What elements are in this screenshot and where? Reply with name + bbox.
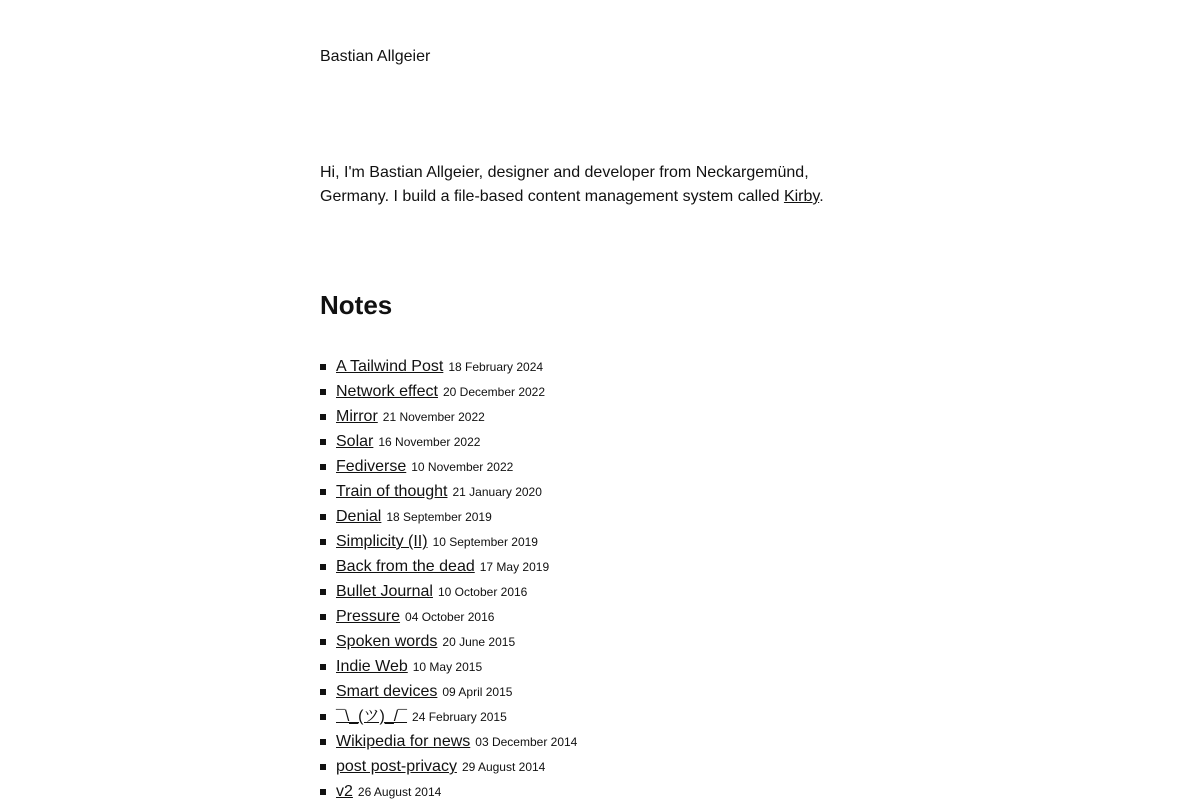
- kirby-link[interactable]: Kirby: [783, 188, 820, 205]
- note-list-item: [320, 504, 577, 529]
- note-link[interactable]: Back from the dead: [336, 558, 475, 575]
- note-list-item: [320, 479, 577, 504]
- bullet-icon: [320, 714, 326, 720]
- note-list-item: [320, 629, 577, 654]
- note-link[interactable]: Simplicity (II): [336, 533, 428, 550]
- bullet-icon: [320, 614, 326, 620]
- note-list-item: [320, 454, 577, 479]
- note-list-item: [320, 354, 577, 379]
- note-link[interactable]: A Tailwind Post: [336, 358, 444, 375]
- note-date: 09 April 2015: [442, 685, 513, 699]
- note-list-item: [320, 679, 577, 704]
- note-date: 03 December 2014: [475, 735, 578, 749]
- note-list-item: [320, 579, 577, 604]
- note-link[interactable]: v2: [336, 783, 353, 800]
- note-list-item: [320, 554, 577, 579]
- note-link[interactable]: Fediverse: [336, 458, 407, 475]
- note-link[interactable]: Bullet Journal: [336, 583, 433, 600]
- note-link[interactable]: Spoken words: [336, 633, 438, 650]
- note-list-item: [320, 379, 577, 404]
- notes-heading: Notes: [320, 290, 393, 320]
- note-date: 10 September 2019: [432, 535, 538, 549]
- note-list-item: [320, 654, 577, 679]
- bullet-icon: [320, 514, 326, 520]
- intro-text: Hi, I'm Bastian Allgeier, designer and developer from Neckargemünd, Germany. I build a file-based content management system called: [320, 164, 809, 205]
- note-date: 21 November 2022: [382, 410, 485, 424]
- note-date: 29 August 2014: [461, 760, 546, 774]
- bullet-icon: [320, 639, 326, 645]
- note-link[interactable]: post post-privacy: [336, 758, 457, 775]
- note-date: 21 January 2020: [452, 485, 542, 499]
- bullet-icon: [320, 389, 326, 395]
- bullet-icon: [320, 589, 326, 595]
- note-list-item: [320, 779, 577, 800]
- bullet-icon: [320, 664, 326, 670]
- note-list-item: [320, 604, 577, 629]
- note-date: 04 October 2016: [405, 610, 495, 624]
- note-list-item: [320, 404, 577, 429]
- note-date: 18 February 2024: [448, 360, 544, 374]
- note-date: 18 September 2019: [386, 510, 492, 524]
- note-link[interactable]: Indie Web: [336, 658, 408, 675]
- bullet-icon: [320, 364, 326, 370]
- note-list-item: [320, 704, 577, 729]
- note-date: 10 May 2015: [412, 660, 483, 674]
- bullet-icon: [320, 564, 326, 570]
- bullet-icon: [320, 439, 326, 445]
- note-link[interactable]: ¯\_(ツ)_/¯: [336, 708, 408, 725]
- note-link[interactable]: Solar: [336, 433, 374, 450]
- note-link[interactable]: Network effect: [336, 383, 438, 400]
- note-link[interactable]: Denial: [336, 508, 382, 525]
- bullet-icon: [320, 414, 326, 420]
- bullet-icon: [320, 489, 326, 495]
- note-list-item: [320, 729, 577, 754]
- note-date: 26 August 2014: [357, 785, 442, 799]
- note-link[interactable]: Smart devices: [336, 683, 438, 700]
- intro-paragraph: [320, 161, 860, 209]
- notes-list: [320, 354, 577, 800]
- bullet-icon: [320, 739, 326, 745]
- note-date: 10 November 2022: [411, 460, 514, 474]
- bullet-icon: [320, 689, 326, 695]
- note-link[interactable]: Pressure: [336, 608, 401, 625]
- note-link[interactable]: Wikipedia for news: [336, 733, 471, 750]
- site-name: Bastian Allgeier: [320, 48, 431, 65]
- note-date: 24 February 2015: [412, 710, 507, 724]
- note-date: 16 November 2022: [378, 435, 481, 449]
- note-date: 17 May 2019: [479, 560, 550, 574]
- note-link[interactable]: Train of thought: [336, 483, 448, 500]
- intro-text-end: .: [819, 188, 824, 205]
- bullet-icon: [320, 789, 326, 795]
- bullet-icon: [320, 464, 326, 470]
- note-date: 20 June 2015: [442, 635, 516, 649]
- bullet-icon: [320, 764, 326, 770]
- note-list-item: [320, 529, 577, 554]
- note-list-item: [320, 754, 577, 779]
- note-date: 10 October 2016: [437, 585, 528, 599]
- note-list-item: [320, 429, 577, 454]
- note-date: 20 December 2022: [442, 385, 546, 399]
- bullet-icon: [320, 539, 326, 545]
- note-link[interactable]: Mirror: [336, 408, 378, 425]
